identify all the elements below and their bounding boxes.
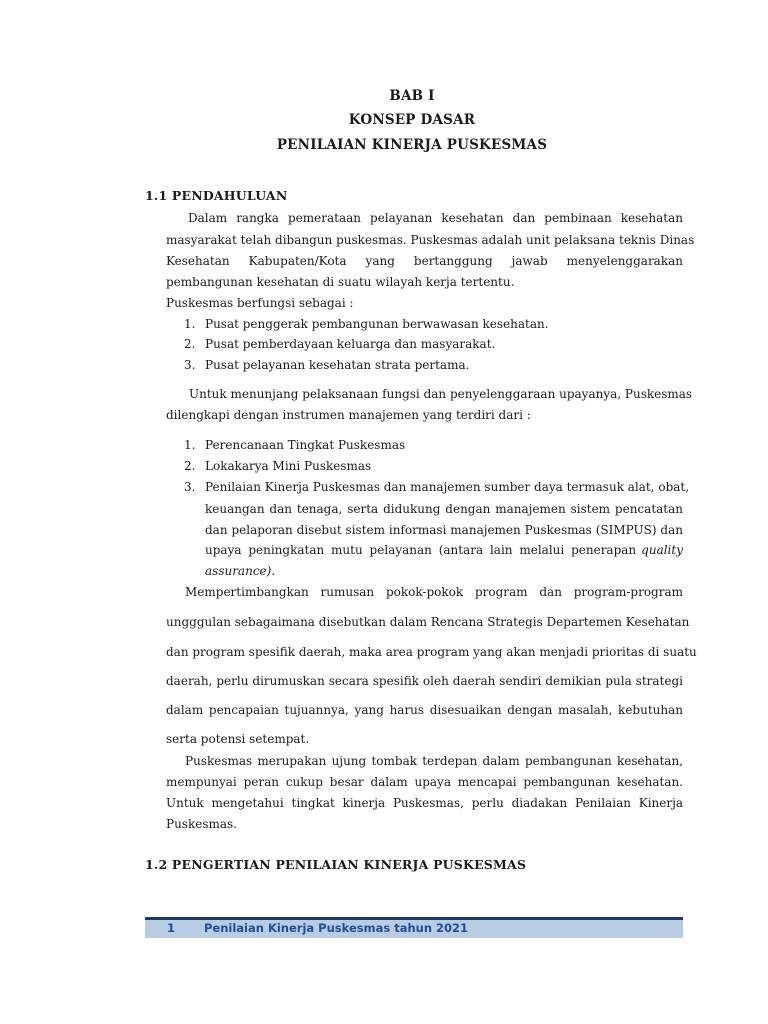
- section-heading-pendahuluan: 1.1 PENDAHULUAN: [145, 188, 288, 203]
- spear-line-4: Puskesmas.: [166, 817, 237, 831]
- instrument-item: Perencanaan Tingkat Puskesmas: [205, 438, 406, 452]
- function-number: 3.: [184, 358, 196, 372]
- chapter-title: KONSEP DASAR: [348, 112, 476, 128]
- spear-line-2: mempunyai peran cukup besar dalam upaya mencapai pembangunan kesehatan.: [166, 775, 683, 789]
- instrument-number: 1.: [184, 438, 196, 452]
- instrument-3-line-3: dan pelaporan disebut sistem informasi manajemen Puskesmas (SIMPUS) dan: [205, 523, 683, 537]
- functions-lead: Puskesmas berfungsi sebagai :: [166, 296, 354, 310]
- intro-line-2: masyarakat telah dibangun puskesmas. Puskesmas adalah unit pelaksana teknis Dinas: [166, 233, 695, 247]
- instrument-3-line-4-text: upaya peningkatan mutu pelayanan (antara lain melalui penerapan: [205, 543, 637, 557]
- instrument-3-line-2: keuangan dan tenaga, serta didukung dengan manajemen sistem pencatatan: [205, 502, 683, 516]
- instrument-3-italic: quality: [641, 543, 683, 557]
- instrument-item: Lokakarya Mini Puskesmas: [205, 459, 372, 473]
- intro-line-3: Kesehatan Kabupaten/Kota yang bertanggung jawab menyelenggarakan: [166, 254, 683, 268]
- consider-line-3: dan program spesifik daerah, maka area program yang akan menjadi prioritas di suatu: [166, 645, 697, 659]
- instrument-3-line-4: [205, 543, 683, 557]
- consider-line-5: dalam pencapaian tujuannya, yang harus disesuaikan dengan masalah, kebutuhan: [166, 703, 683, 717]
- support-line-2: dilengkapi dengan instrumen manajemen yang terdiri dari :: [166, 408, 531, 422]
- instrument-number: 3.: [184, 480, 196, 494]
- function-number: 2.: [184, 337, 196, 351]
- spear-line-3: Untuk mengetahui tingkat kinerja Puskesmas, perlu diadakan Penilaian Kinerja: [166, 796, 683, 810]
- intro-line-4: pembangunan kesehatan di suatu wilayah kerja tertentu.: [166, 275, 515, 289]
- instrument-3-italic-tail: assurance): [205, 564, 272, 578]
- intro-line-1: Dalam rangka pemerataan pelayanan kesehatan dan pembinaan kesehatan: [188, 211, 683, 225]
- function-item: Pusat pelayanan kesehatan strata pertama.: [205, 358, 470, 372]
- function-number: 1.: [184, 317, 196, 331]
- consider-line-4: daerah, perlu dirumuskan secara spesifik oleh daerah sendiri demikian pula strategi: [166, 674, 683, 688]
- page-number: 1: [167, 921, 176, 935]
- function-item: Pusat pemberdayaan keluarga dan masyarakat.: [205, 337, 496, 351]
- consider-line-1: Mempertimbangkan rumusan pokok-pokok program dan program-program: [185, 585, 683, 599]
- chapter-label: BAB I: [389, 88, 435, 104]
- instrument-3-line-5: [205, 564, 275, 578]
- section-heading-pengertian: 1.2 PENGERTIAN PENILAIAN KINERJA PUSKESMAS: [145, 857, 527, 872]
- spear-line-1: Puskesmas merupakan ujung tombak terdepan dalam pembangunan kesehatan,: [185, 754, 683, 768]
- consider-line-6: serta potensi setempat.: [166, 732, 310, 746]
- consider-line-2: ungggulan sebagaimana disebutkan dalam Rencana Strategis Departemen Kesehatan: [166, 615, 690, 629]
- function-item: Pusat penggerak pembangunan berwawasan kesehatan.: [205, 317, 549, 331]
- support-line-1: Untuk menunjang pelaksanaan fungsi dan penyelenggaraan upayanya, Puskesmas: [189, 387, 693, 401]
- instrument-number: 2.: [184, 459, 196, 473]
- chapter-subtitle: PENILAIAN KINERJA PUSKESMAS: [276, 137, 548, 153]
- instrument-3-period: .: [271, 564, 276, 578]
- instrument-3-line-1: Penilaian Kinerja Puskesmas dan manajemen sumber daya termasuk alat, obat,: [205, 480, 690, 494]
- footer-title: Penilaian Kinerja Puskesmas tahun 2021: [204, 921, 469, 935]
